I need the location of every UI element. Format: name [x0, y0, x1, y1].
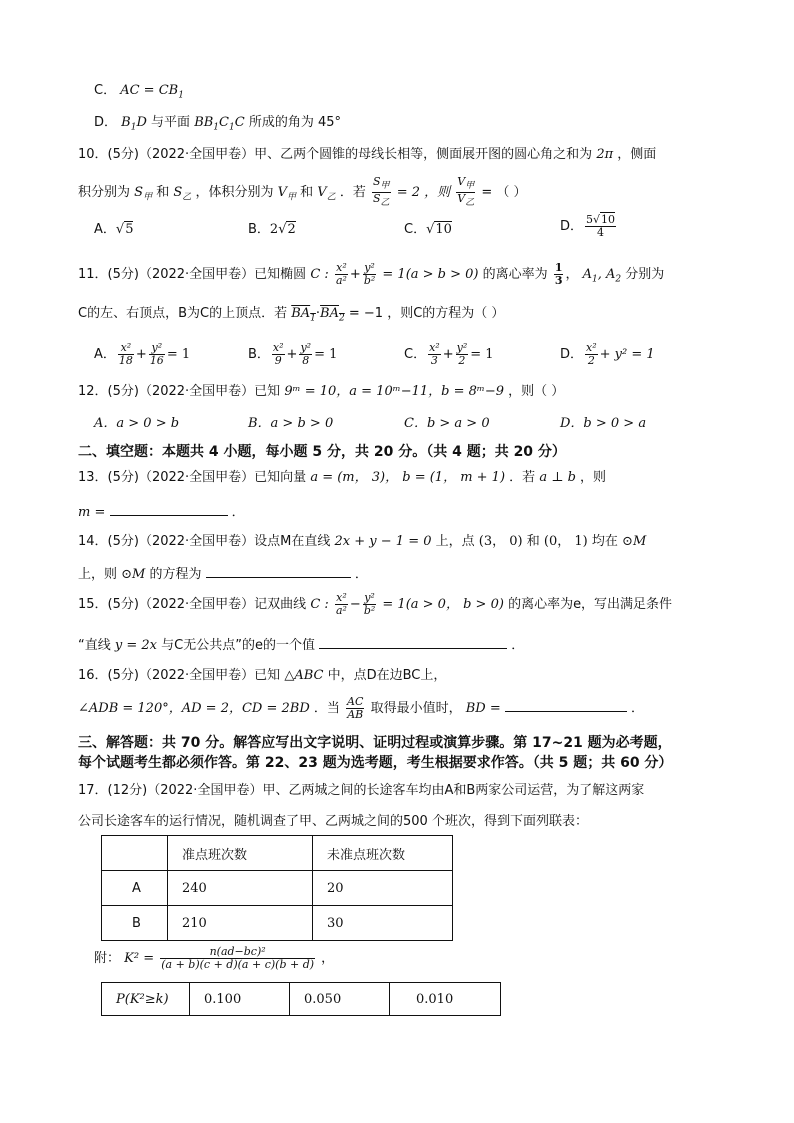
- q12-option-c: C．b > a > 0: [404, 416, 490, 431]
- table-cell: 0.050: [290, 983, 390, 1016]
- table-cell: 20: [313, 871, 453, 906]
- table-header-cell: 准点班次数: [168, 836, 313, 871]
- critical-value-table: [101, 982, 501, 1016]
- q15-text: 与C无公共点”的e的一个值: [161, 638, 315, 653]
- q11-option-b: B． $\frac{\text{x²}}{9}$ + $\frac{\text{y²}}{8}$ = 1: [248, 341, 338, 367]
- q15-text: 的离心率为e，写出满足条件: [508, 597, 673, 612]
- table-cell: 30: [313, 906, 453, 941]
- contingency-table: [101, 835, 453, 941]
- q14-text: 14．(5分)（2022·全国甲卷）设点M在直线: [78, 534, 331, 549]
- q16-text: △ABC: [284, 668, 324, 683]
- q9-option-d: [94, 115, 341, 136]
- q14-text: 2x + y − 1 = 0: [334, 534, 432, 549]
- q10-option-d: D． $\frac{5√10}{4}$: [560, 213, 616, 239]
- question-10-options: [94, 213, 694, 248]
- formula-denominator: (a + b)(c + d)(a + c)(b + d): [161, 958, 315, 971]
- q10-text: 积分别为: [78, 185, 131, 201]
- option-label: D．: [560, 219, 584, 234]
- q9-text: 所成的角为 45°: [248, 115, 341, 130]
- q13-text: m =: [78, 505, 106, 520]
- q16-text: 中，点D在边BC上，: [327, 668, 447, 683]
- section-3-heading-line1: 三、解答题：共 70 分。解答应写出文字说明、证明过程或演算步骤。第 17~21 题为必考题，: [78, 735, 672, 751]
- q13-text: 13．(5分)（2022·全国甲卷）已知向量: [78, 470, 307, 485]
- q14-text: 和: [526, 534, 540, 549]
- k-squared-fraction: [160, 946, 315, 971]
- q11-vec-ba2: $BA_2$: [320, 306, 345, 324]
- q14-text: (3， 0): [478, 534, 523, 549]
- q11-text: = −1 ，则C的方程为（ ）: [348, 306, 505, 321]
- q15-text: “直线: [78, 638, 111, 653]
- q14-text: 均在: [591, 534, 618, 549]
- q16-text: 16．(5分)（2022·全国甲卷）已知: [78, 668, 281, 683]
- q13-text: ，则: [580, 470, 607, 485]
- q9-option-c: [94, 83, 184, 104]
- question-14-stem: [78, 534, 646, 550]
- q11-frac-third: $\frac{1}{3}$: [554, 261, 563, 287]
- table-cell: B: [102, 906, 168, 941]
- q12-text: ，则（ ）: [508, 384, 565, 399]
- q10-v-jia: $V_甲$: [277, 185, 296, 203]
- q15-c: C :: [310, 597, 329, 612]
- q11-text: 11．(5分)（2022·全国甲卷）已知椭圆: [78, 267, 307, 282]
- q10-2pi: 2π: [596, 147, 614, 162]
- q10-text: ．若: [339, 185, 366, 201]
- table-cell: A: [102, 871, 168, 906]
- question-11-options: [94, 342, 694, 370]
- q11-frac-x: $\frac{\text{x²}}{\text{a²}}$: [335, 261, 347, 287]
- q9-option-c-formula: AC = $CB_1$: [120, 83, 184, 101]
- q12-option-d: D．b > 0 > a: [560, 416, 647, 431]
- q15-frac-x: $\frac{\text{x²}}{\text{a²}}$: [335, 591, 347, 617]
- q11-text: C的左、右顶点，B为C的上顶点．若: [78, 306, 288, 321]
- q13-text: a = (m， 3)， b = (1， m + 1): [310, 470, 506, 485]
- q12-text: 12．(5分)（2022·全国甲卷）已知: [78, 384, 281, 399]
- q12-text: 9ᵐ = 10，a = 10ᵐ−11，b = 8ᵐ−9: [284, 384, 505, 399]
- q11-vec-ba1: $BA_1$: [291, 306, 316, 324]
- q10-s-jia: $S_甲$: [134, 185, 153, 203]
- question-17-line2: 公司长途客车的运行情况，随机调查了甲、乙两城之间的500 个班次，得到下面列联表：: [78, 814, 588, 829]
- q10-text: ，侧面: [617, 147, 657, 162]
- appendix-label: 附：: [94, 951, 121, 966]
- q15-text: 15．(5分)（2022·全国甲卷）记双曲线: [78, 597, 307, 612]
- q16-text: 取得最小值时，: [370, 701, 462, 716]
- q16-text: ．: [631, 701, 645, 716]
- q15-text: y = 2x: [114, 638, 157, 653]
- question-13-stem: [78, 470, 606, 486]
- question-17-line1: 17．(12分)（2022·全国甲卷）甲、乙两城之间的长途客车均由A和B两家公司运营，为了解这两家: [78, 783, 645, 798]
- q11-c: C :: [310, 267, 329, 282]
- q9-plane: $BB_1C_1C$: [194, 115, 245, 133]
- q13-text: ．若: [509, 470, 536, 485]
- q16-text: ．当: [313, 701, 340, 716]
- q12-option-b: B．a > b > 0: [248, 416, 334, 431]
- q13-text: a ⊥ b: [539, 470, 576, 485]
- q11-text: ，: [565, 267, 579, 282]
- q10-text: 和: [156, 185, 170, 201]
- question-11-stem: 11．(5分)（2022·全国甲卷）已知椭圆 C : $\frac{\text{x²}}{\text{a²}}$ + $\frac{\text{y²}}{\text{b²}}$ = 1(a > b > 0) 的离心率为 $\frac{1}{3}$ ， $A_1$, $A_2$ 分别为: [78, 261, 665, 287]
- q10-text: 10．(5分)（2022·全国甲卷）甲、乙两个圆锥的母线长相等，侧面展开图的圆心角之和为: [78, 147, 593, 162]
- option-label: D．: [560, 347, 584, 362]
- section-2-heading: 二、填空题：本题共 4 小题，每小题 5 分，共 20 分。（共 4 题；共 20 分）: [78, 444, 566, 460]
- q13-text: ．: [231, 505, 245, 520]
- table-header-cell: P(K²≥k): [102, 983, 190, 1016]
- q16-text: BD =: [465, 701, 501, 716]
- option-label: C．: [94, 83, 117, 98]
- q15-text: = 1(a > 0， b > 0): [382, 597, 504, 612]
- q12-option-a: A．a > 0 > b: [94, 416, 180, 431]
- question-15-stem: 15．(5分)（2022·全国甲卷）记双曲线 C : $\frac{\text{x²}}{\text{a²}}$ − $\frac{\text{y²}}{\text{b²}}$ = 1(a > 0， b > 0) 的离心率为e，写出满足条件: [78, 591, 673, 617]
- q11-text: 的离心率为: [482, 267, 548, 282]
- option-label: B．: [248, 222, 270, 237]
- option-label: A．: [94, 222, 116, 237]
- option-label: C．: [404, 347, 427, 362]
- table-row: [102, 983, 501, 1016]
- q14-text: ⊙M: [622, 534, 647, 549]
- q16-frac-ac-ab: $\frac{AC}{AB}$: [347, 695, 364, 721]
- appendix-formula: [94, 944, 334, 974]
- table-header-cell: 未准点班次数: [313, 836, 453, 871]
- table-row: [102, 906, 453, 941]
- table-cell: 0.100: [190, 983, 290, 1016]
- option-label: C．: [404, 222, 427, 237]
- q11-foci: $A_1$, $A_2$: [582, 267, 622, 285]
- q11-option-a: A． $\frac{\text{x²}}{18}$ + $\frac{\text{y²}}{16}$ = 1: [94, 341, 191, 367]
- q10-text: = （ ）: [481, 185, 527, 201]
- question-16-line2: [78, 696, 644, 722]
- question-14-line2: [78, 565, 368, 583]
- question-12-stem: [78, 384, 564, 400]
- option-label: A．: [94, 347, 116, 362]
- q10-text: 和: [300, 185, 314, 201]
- q11-text: ·: [315, 306, 321, 321]
- table-cell: 240: [168, 871, 313, 906]
- q9-text: 与平面: [151, 115, 191, 130]
- question-10-line2: [78, 176, 527, 211]
- question-11-line2: [78, 306, 504, 327]
- q10-option-a: A．√5: [94, 222, 134, 237]
- q15-text: ．: [511, 638, 525, 653]
- q11-frac-y: $\frac{\text{y²}}{\text{b²}}$: [363, 261, 376, 287]
- table-header-cell: [102, 836, 168, 871]
- formula-comma: ，: [321, 951, 335, 966]
- q15-frac-y: $\frac{\text{y²}}{\text{b²}}$: [363, 591, 376, 617]
- q14-text: ⊙M: [121, 567, 146, 582]
- answer-blank[interactable]: [319, 636, 507, 649]
- answer-blank[interactable]: [206, 565, 351, 578]
- q10-option-c: C．√10: [404, 222, 452, 237]
- q14-text: 上，点: [435, 534, 475, 549]
- option-label: D．: [94, 115, 118, 130]
- q11-text: = 1(a > b > 0): [382, 267, 479, 282]
- q9-option-d-line: $B_1D$: [121, 115, 147, 133]
- q11-text: 分别为: [625, 267, 665, 282]
- formula-numerator: n(ad−bc)²: [160, 946, 315, 959]
- q10-text: ，体积分别为: [195, 185, 274, 201]
- q11-option-c: C． $\frac{\text{x²}}{3}$ + $\frac{\text{y²}}{2}$ = 1: [404, 341, 494, 367]
- table-cell: 0.010: [390, 983, 501, 1016]
- answer-blank[interactable]: [110, 503, 228, 516]
- q16-text: ∠ADB = 120°，AD = 2，CD = 2BD: [78, 701, 310, 716]
- q10-fraction-v: $\frac{V_甲}{V_乙}$: [457, 175, 475, 209]
- q10-fraction-s: $\frac{S_甲}{S_乙}$: [373, 175, 390, 209]
- question-15-line2: [78, 636, 524, 654]
- option-label: B．: [248, 347, 270, 362]
- q14-text: 上，则: [78, 567, 118, 582]
- question-13-answer: [78, 503, 245, 521]
- table-header-row: [102, 836, 453, 871]
- answer-blank[interactable]: [505, 699, 627, 712]
- q14-text: ．: [354, 567, 368, 582]
- question-10-stem: [78, 147, 656, 163]
- q10-option-b: B．2√2: [248, 222, 296, 237]
- q11-option-d: D． $\frac{\text{x²}}{2}$ + y² = 1: [560, 341, 655, 367]
- section-3-heading-line2: 每个试题考生都必须作答。第 22、23 题为选考题，考生根据要求作答。（共 5 题；共 60 分）: [78, 755, 673, 771]
- table-cell: 210: [168, 906, 313, 941]
- table-row: [102, 871, 453, 906]
- q10-s-yi: $S_乙$: [173, 185, 192, 203]
- q14-text: 的方程为: [149, 567, 202, 582]
- q10-text: = 2 ，则: [396, 185, 451, 201]
- k-squared: K² =: [124, 951, 155, 966]
- q10-v-yi: $V_乙$: [317, 185, 336, 203]
- question-16-stem: [78, 668, 446, 684]
- question-12-options: [94, 416, 694, 432]
- q14-text: (0， 1): [543, 534, 588, 549]
